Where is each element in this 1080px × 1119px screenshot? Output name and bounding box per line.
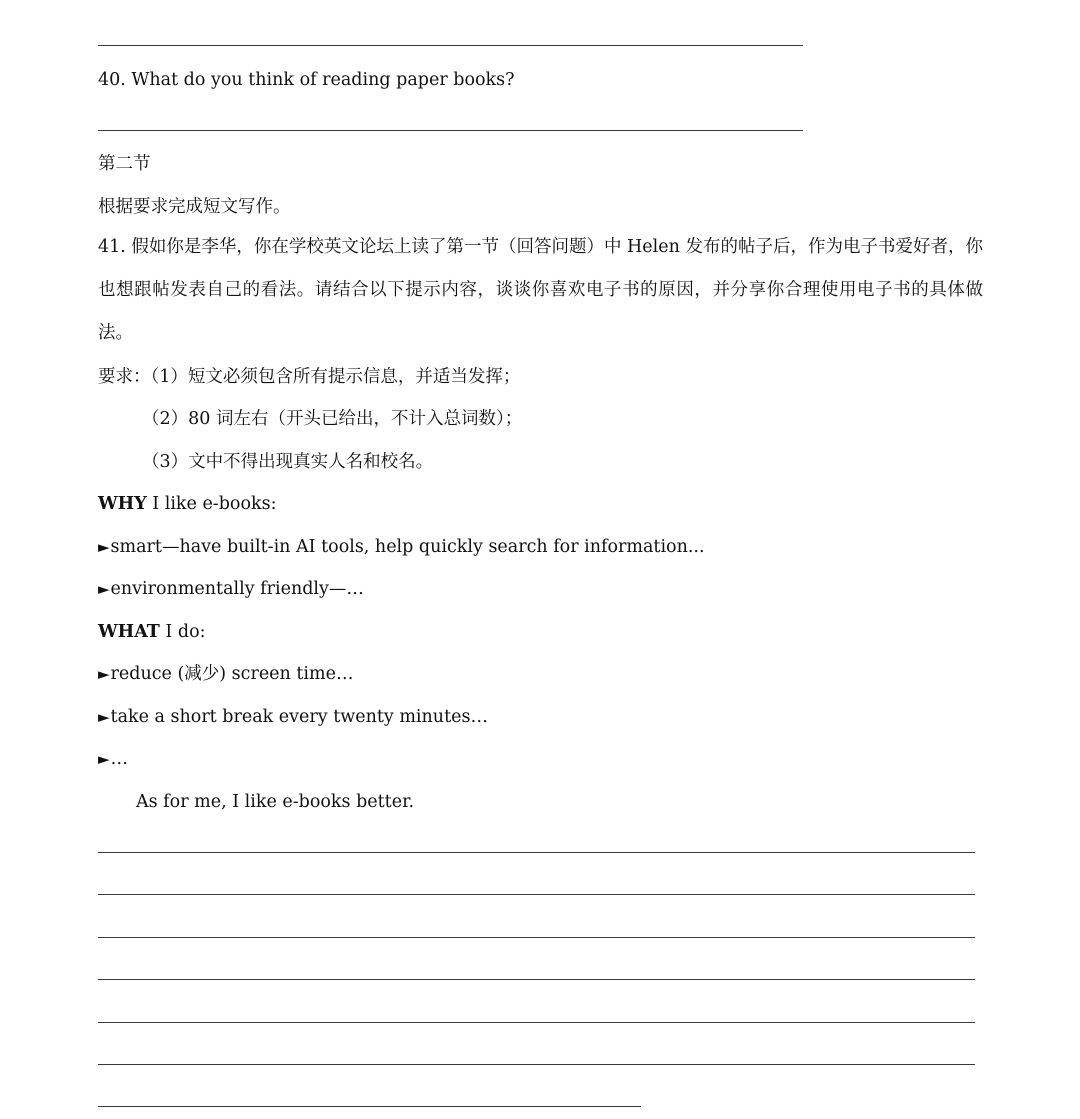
essay-opening: As for me, I like e-books better. <box>136 792 415 812</box>
why-item-2 <box>98 577 364 601</box>
bullet-icon: ► <box>98 750 110 768</box>
section-instruction: 根据要求完成短文写作。 <box>98 197 291 217</box>
why-heading <box>98 492 276 516</box>
section-title: 第二节 <box>98 154 151 174</box>
why-item-1 <box>98 535 705 559</box>
bullet-icon: ► <box>98 580 110 598</box>
bullet-icon: ► <box>98 665 110 683</box>
task-description: 41. 假如你是李华，你在学校英文论坛上读了第一节（回答问题）中 Helen 发布的帖子后，作为电子书爱好者，你也想跟帖发表自己的看法。请结合以下提示内容，谈谈你喜欢电子书的原因，并分享你合理使用电子书的具体做法。 <box>98 237 983 343</box>
why-heading-bold: WHY <box>98 494 147 514</box>
requirement-2: （2）80 词左右（开头已给出，不计入总词数）； <box>142 409 523 429</box>
writing-line-3[interactable] <box>98 937 975 938</box>
question-40: 40. What do you think of reading paper books? <box>98 70 515 90</box>
requirement-1: 要求：（1）短文必须包含所有提示信息，并适当发挥； <box>98 367 521 387</box>
what-heading <box>98 620 206 644</box>
why-item-text: environmentally friendly—… <box>110 579 364 599</box>
writing-line-4[interactable] <box>98 979 975 980</box>
writing-line-2[interactable] <box>98 894 975 895</box>
answer-line-q40[interactable] <box>98 130 803 131</box>
what-item-1 <box>98 662 353 686</box>
writing-line-1[interactable] <box>98 852 975 853</box>
writing-line-7[interactable] <box>98 1106 641 1107</box>
what-item-2 <box>98 705 488 729</box>
why-heading-rest: I like e-books: <box>146 494 277 514</box>
writing-line-5[interactable] <box>98 1022 975 1023</box>
bullet-icon: ► <box>98 708 110 726</box>
what-heading-rest: I do: <box>159 622 206 642</box>
what-item-text: reduce (减少) screen time… <box>110 664 354 684</box>
what-heading-bold: WHAT <box>98 622 160 642</box>
requirement-3: （3）文中不得出现真实人名和校名。 <box>142 452 434 472</box>
what-item-text: … <box>110 749 129 769</box>
writing-line-6[interactable] <box>98 1064 975 1065</box>
what-item-text: take a short break every twenty minutes… <box>110 707 488 727</box>
answer-line-q39[interactable] <box>98 45 803 46</box>
what-item-3 <box>98 747 128 771</box>
why-item-text: smart—have built-in AI tools, help quickly search for information... <box>110 537 705 557</box>
bullet-icon: ► <box>98 538 110 556</box>
